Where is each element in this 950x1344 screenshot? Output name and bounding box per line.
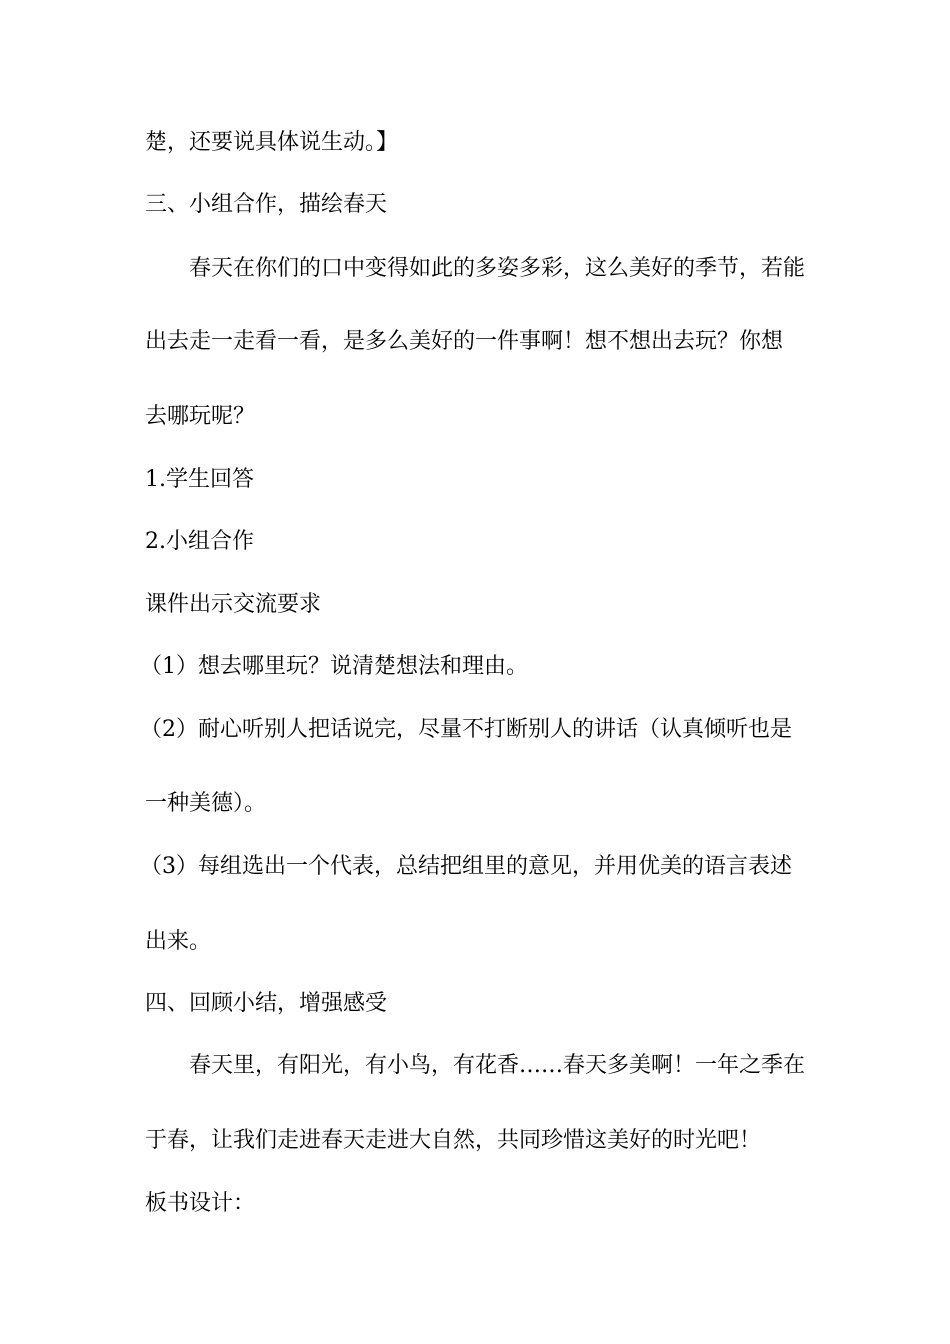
section-heading: 四、回顾小结，增强感受: [145, 991, 388, 1016]
list-item: 1.学生回答: [145, 467, 254, 492]
text-line: 课件出示交流要求: [145, 592, 322, 617]
paragraph-line: 于春，让我们走进春天走进大自然，共同珍惜这美好的时光吧！: [145, 1128, 762, 1153]
list-item: 2.小组合作: [145, 529, 254, 554]
paragraph-line: 去哪玩呢？: [145, 404, 256, 429]
paragraph-line: 出来。: [145, 929, 212, 954]
requirement-item: （3）每组选出一个代表，总结把组里的意见，并用优美的语言表述: [140, 854, 792, 879]
requirement-item: （1）想去哪里玩？说清楚想法和理由。: [140, 654, 528, 679]
requirement-item: （2）耐心听别人把话说完，尽量不打断别人的讲话（认真倾听也是: [140, 717, 792, 742]
paragraph-line: 出去走一走看一看，是多么美好的一件事啊！想不想出去玩？你想: [145, 329, 784, 354]
paragraph-line: 春天里，有阳光，有小鸟，有花香……春天多美啊！一年之季在: [189, 1053, 806, 1078]
text-line: 板书设计：: [145, 1191, 256, 1216]
section-heading: 三、小组合作，描绘春天: [145, 192, 388, 217]
paragraph-line: 一种美德）。: [145, 791, 267, 816]
paragraph-line: 春天在你们的口中变得如此的多姿多彩，这么美好的季节，若能: [189, 256, 806, 281]
text-line: 楚，还要说具体说生动。】: [145, 130, 399, 155]
